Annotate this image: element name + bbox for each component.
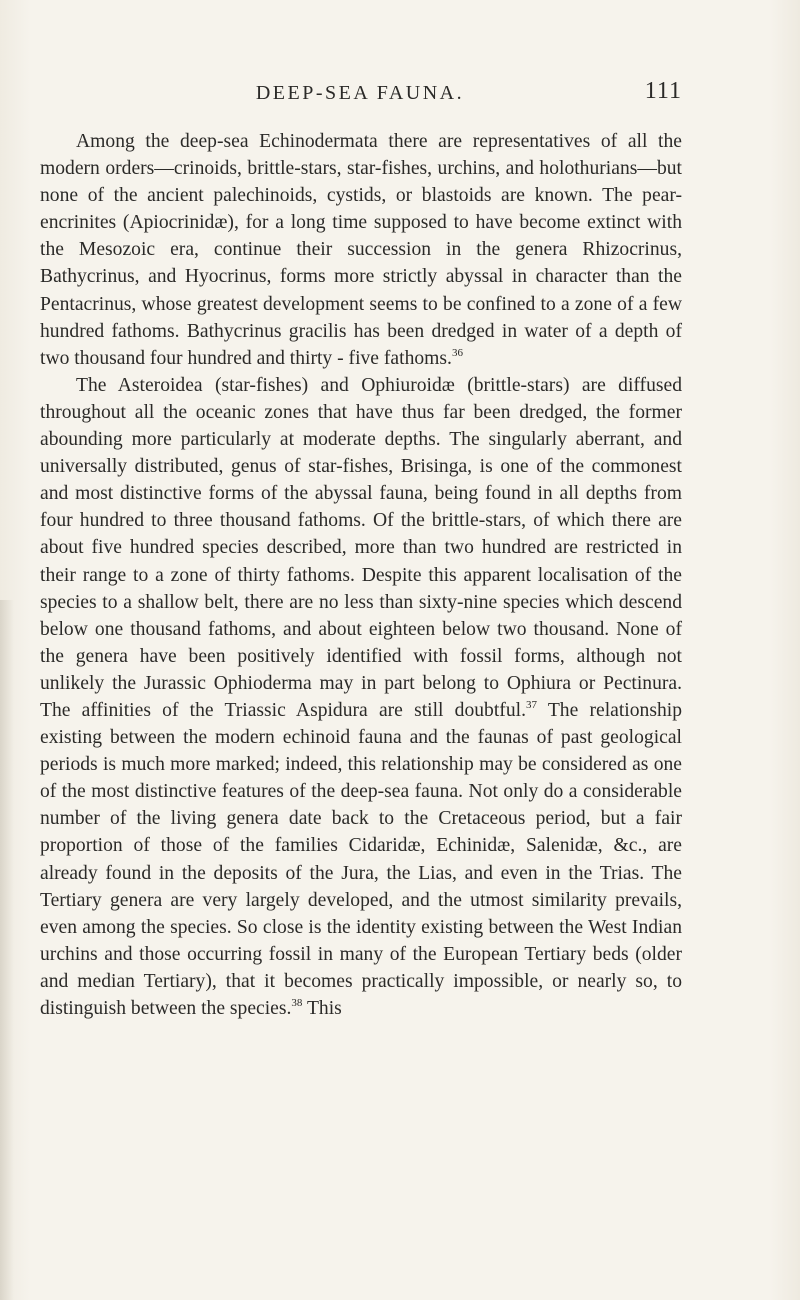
text-run: The relationship existing between the modern echinoid fauna and the faunas of past geological periods is much more marked; indeed, this relationship may be considered as one of the most distinctive features of the deep-sea fauna. Not only do a considerable number of the living genera date back to the Cretaceous period, but a fair proportion of those of the families Cidaridæ, Echinidæ, Salenidæ, &c., are already found in the deposits of the Jura, the Lias, and even in the Trias. The Tertiary genera are very largely developed, and the utmost similarity prevails, even among the species. So close is the identity existing between the West Indian urchins and those occurring fossil in many of the European Tertiary beds (older and median Tertiary), that it becomes practically impossible, or nearly so, to distinguish between the species. <box>40 699 682 1019</box>
running-title: DEEP-SEA FAUNA. <box>255 82 465 104</box>
paragraph <box>40 128 682 372</box>
footnote-marker: 36 <box>451 346 463 359</box>
text-run: Among the deep-sea Echinodermata there are representatives of all the modern orders—crinoids, brittle-stars, star-fishes, urchins, and holothurians—but none of the ancient palechinoids, cystids, or blastoids are known. The pear-encrinites (Apiocrinidæ), for a long time supposed to have become extinct with the Mesozoic era, continue their succession in the genera Rhizocrinus, Bathycrinus, and Hyocrinus, forms more strictly abyssal in character than the Pentacrinus, whose greatest development seems to be confined to a zone of a few hundred fathoms. Bathycrinus gracilis has been dredged in water of a depth of two thousand four hundred and thirty - five fathoms. <box>40 131 682 369</box>
page-number: 111 <box>644 78 682 104</box>
footnote-marker: 38 <box>291 997 303 1009</box>
footnote-marker: 37 <box>525 698 537 711</box>
body-text <box>40 128 682 1022</box>
text-run: The Asteroidea (star-fishes) and Ophiuroidæ (brittle-stars) are diffused throughout all the oceanic zones that have thus far been dredged, the former abounding more particularly at moderate depths. The singularly aberrant, and universally distributed, genus of star-fishes, Brisinga, is one of the commonest and most distinctive forms of the abyssal fauna, being found in all depths from four hundred to three thousand fathoms. Of the brittle-stars, of which there are about five hundred species described, more than two hundred are restricted in their range to a zone of thirty fathoms. Despite this apparent localisation of the species to a shallow belt, there are no less than sixty-nine species which descend below one thousand fathoms, and about eighteen below two thousand. None of the genera have been positively identified with fossil forms, although not unlikely the Jurassic Ophioderma may in part belong to Ophiura or Pectinura. The affinities of the Triassic Aspidura are still doubtful. <box>40 374 682 721</box>
page-edge-shadow <box>0 600 14 1300</box>
text-run: This <box>302 998 342 1019</box>
running-head <box>40 78 680 108</box>
paragraph <box>40 372 682 1022</box>
